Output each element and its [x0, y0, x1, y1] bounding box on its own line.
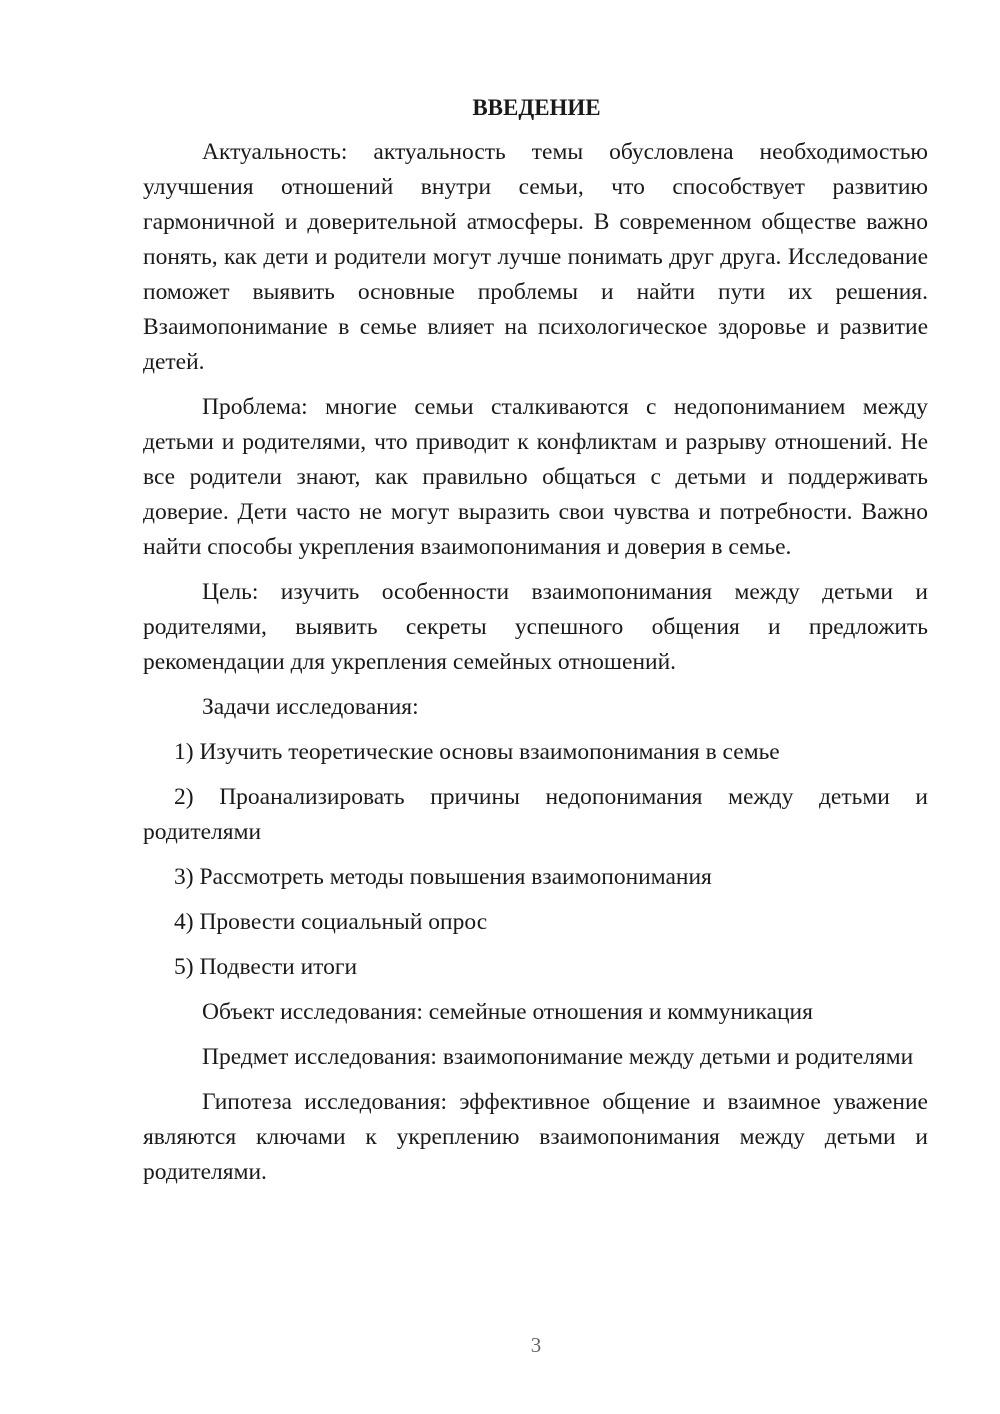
task-item: 4) Провести социальный опрос: [174, 909, 488, 935]
subject-paragraph: Предмет исследования: взаимопонимание между детьми и родителями: [202, 1044, 914, 1070]
hypothesis-paragraph: Гипотеза исследования: эффективное общение и взаимное уважение являются ключами к укреплению взаимопонимания между детьми и родителями.: [143, 1089, 928, 1185]
relevance-paragraph: Актуальность: актуальность темы обусловлена необходимостью улучшения отношений внутри семьи, что способствует развитию гармоничной и доверительной атмосферы. В современном обществе важно понять, как дети и родители могут лучше понимать друг друга. Исследование поможет выявить основные проблемы и найти пути их решения. Взаимопонимание в семье влияет на психологическое здоровье и развитие детей.: [143, 139, 928, 375]
document-body: [143, 90, 928, 1200]
goal-paragraph: Цель: изучить особенности взаимопонимания между детьми и родителями, выявить секреты успешного общения и предложить рекомендации для укрепления семейных отношений.: [143, 579, 928, 675]
problem-paragraph: Проблема: многие семьи сталкиваются с недопониманием между детьми и родителями, что приводит к конфликтам и разрыву отношений. Не все родители знают, как правильно общаться с детьми и поддерживать доверие. Дети часто не могут выразить свои чувства и потребности. Важно найти способы укрепления взаимопонимания и доверия в семье.: [143, 394, 928, 560]
task-item: 2) Проанализировать причины недопонимания между детьми и родителями: [143, 784, 928, 845]
task-item: 5) Подвести итоги: [174, 954, 358, 980]
task-item: 1) Изучить теоретические основы взаимопонимания в семье: [174, 739, 780, 765]
task-item: 3) Рассмотреть методы повышения взаимопонимания: [174, 864, 712, 890]
page-number: 3: [530, 1333, 542, 1357]
tasks-heading: Задачи исследования:: [202, 694, 419, 720]
page-title: ВВЕДЕНИЕ: [472, 95, 601, 120]
object-paragraph: Объект исследования: семейные отношения и коммуникация: [202, 999, 813, 1025]
